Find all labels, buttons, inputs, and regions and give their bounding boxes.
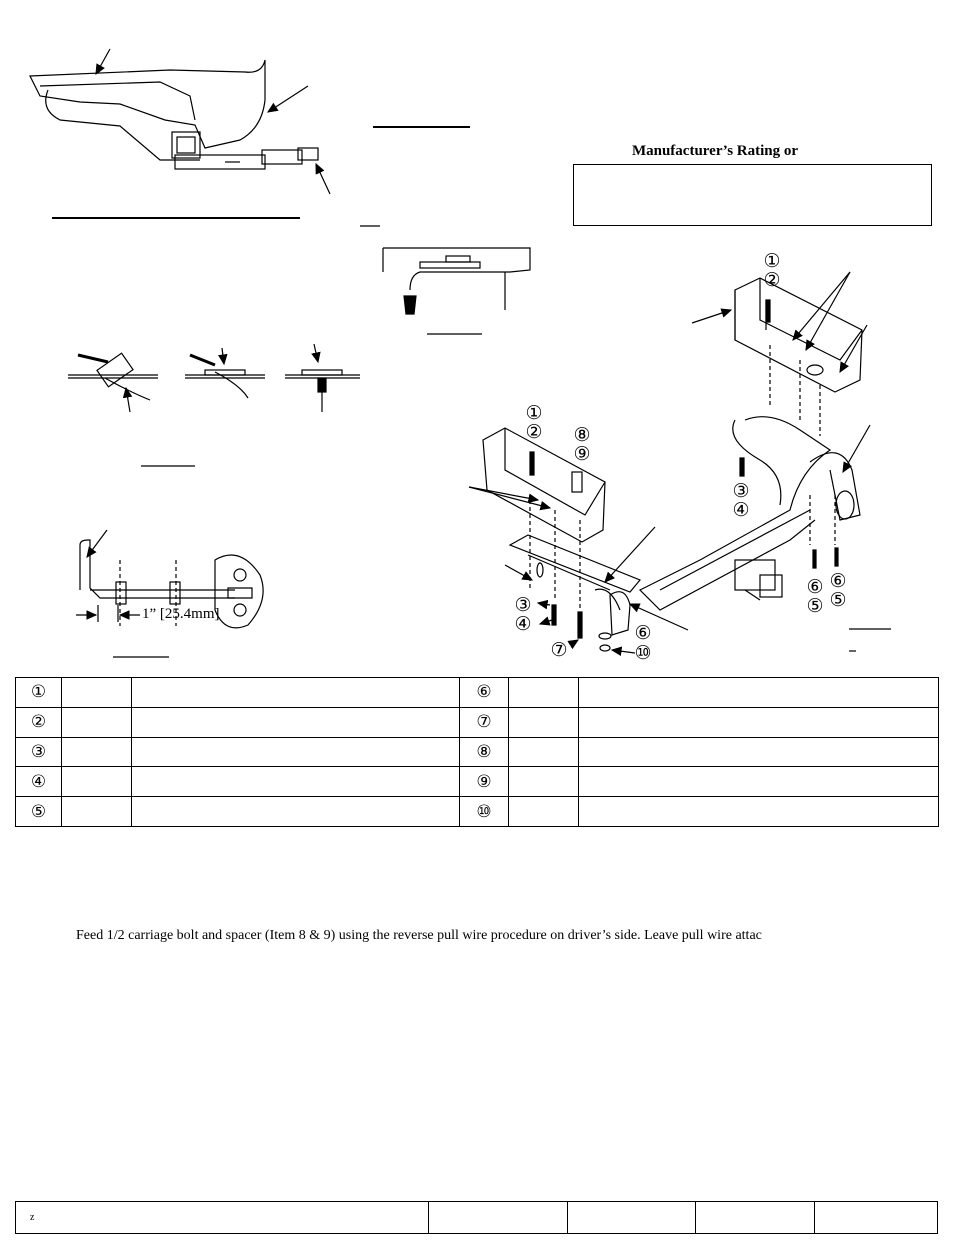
table-row: [16, 678, 939, 708]
item-description: [579, 797, 939, 827]
rating-title: Manufacturer’s Rating or: [631, 143, 799, 159]
item-description: [579, 678, 939, 708]
item-number: ⑩: [460, 797, 509, 827]
callout-2: ②: [763, 270, 781, 291]
callout-5: ⑤: [806, 596, 824, 617]
footer-cell: [696, 1202, 815, 1234]
item-number: ⑧: [460, 737, 509, 767]
callout-6: ⑥: [829, 571, 847, 592]
table-row: [16, 797, 939, 827]
callout-1: ①: [525, 403, 543, 424]
item-description: [579, 707, 939, 737]
item-number: ⑨: [460, 767, 509, 797]
footer-cell: z: [16, 1202, 429, 1234]
item-qty: [62, 678, 132, 708]
item-description: [579, 737, 939, 767]
footer-cell: [568, 1202, 696, 1234]
dimension-label: 1” [25.4mm]: [142, 606, 220, 622]
callout-9: ⑨: [573, 444, 591, 465]
callout-6: ⑥: [806, 577, 824, 598]
item-qty: [509, 737, 579, 767]
item-number: ⑤: [16, 797, 62, 827]
table-row: [16, 767, 939, 797]
item-description: [579, 767, 939, 797]
footer-cell: [815, 1202, 938, 1234]
callout-7: ⑦: [550, 640, 568, 661]
item-number: ⑦: [460, 707, 509, 737]
pull-wire-sequence-drawing: [68, 344, 360, 466]
item-qty: [509, 767, 579, 797]
item-number: ⑥: [460, 678, 509, 708]
item-number: ③: [16, 737, 62, 767]
table-row: [16, 737, 939, 767]
rating-box: [573, 164, 932, 226]
callout-3: ③: [732, 481, 750, 502]
callout-8: ⑧: [573, 425, 591, 446]
item-number: ④: [16, 767, 62, 797]
callout-5: ⑤: [829, 590, 847, 611]
item-number: ②: [16, 707, 62, 737]
frame-section-drawing: [383, 248, 530, 334]
footer-bar: [15, 1201, 938, 1234]
item-qty: [62, 767, 132, 797]
item-qty: [62, 797, 132, 827]
item-description: [132, 737, 460, 767]
footer-cell: [429, 1202, 568, 1234]
instruction-text: Feed 1/2 carriage bolt and spacer (Item 8 & 9) using the reverse pull wire procedure on driver’s side. Leave pull wire attac: [76, 928, 762, 943]
callout-4: ④: [732, 500, 750, 521]
callout-10: ⑩: [634, 643, 652, 664]
pull-wire-drawing: [76, 530, 263, 657]
item-description: [132, 707, 460, 737]
callout-1: ①: [763, 251, 781, 272]
callout-2: ②: [525, 422, 543, 443]
callout-4: ④: [514, 614, 532, 635]
callout-3: ③: [514, 595, 532, 616]
item-description: [132, 767, 460, 797]
item-qty: [62, 737, 132, 767]
item-qty: [509, 797, 579, 827]
item-description: [132, 678, 460, 708]
parts-table: [15, 677, 939, 827]
side-view-drawing: [30, 49, 330, 218]
callout-6: ⑥: [634, 623, 652, 644]
item-qty: [62, 707, 132, 737]
item-qty: [509, 707, 579, 737]
item-qty: [509, 678, 579, 708]
table-row: [16, 707, 939, 737]
item-number: ①: [16, 678, 62, 708]
item-description: [132, 797, 460, 827]
